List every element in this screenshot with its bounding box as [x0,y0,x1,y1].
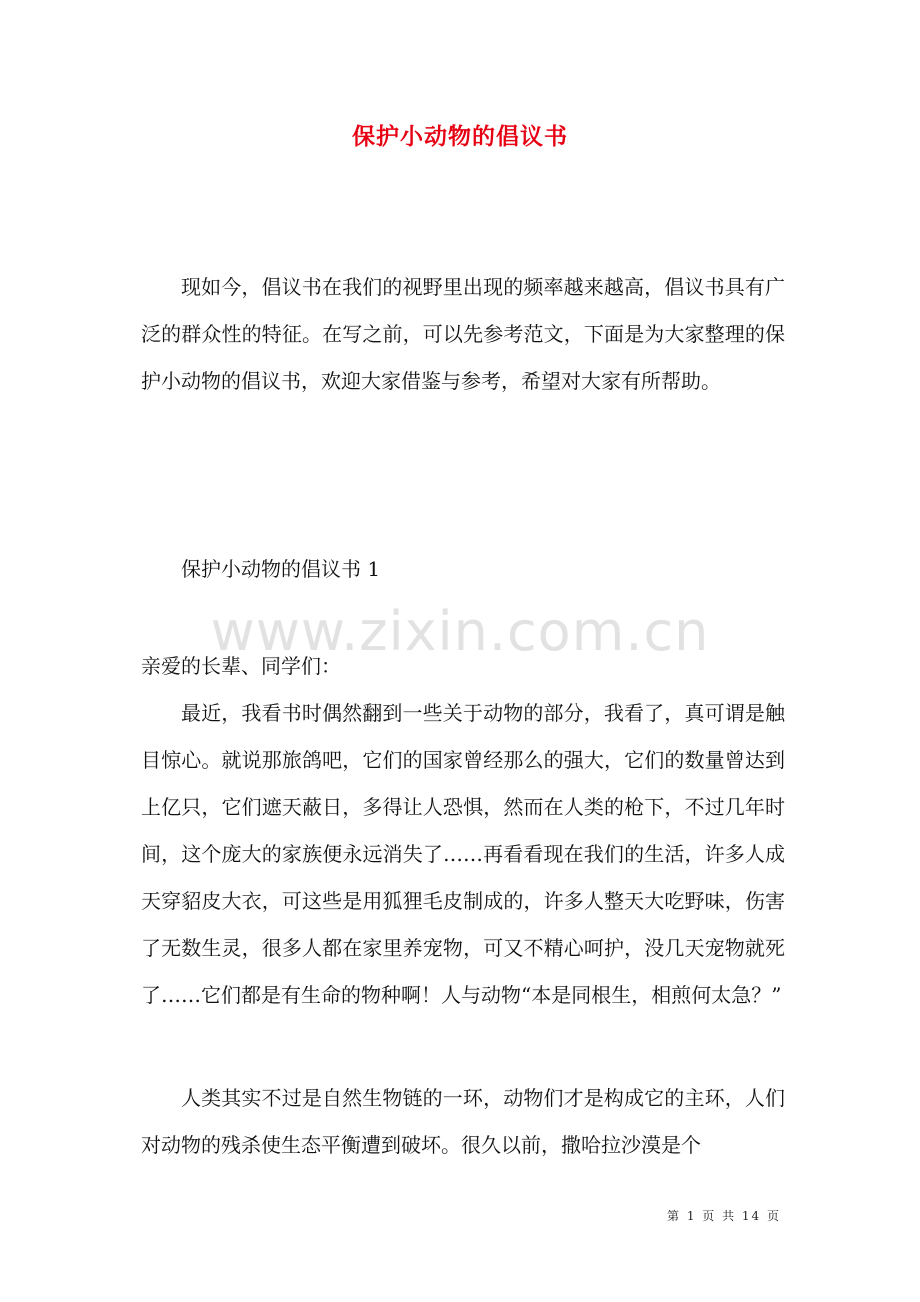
document-title: 保护小动物的倡议书 [352,123,568,150]
body-paragraph-2 [141,1075,785,1169]
section-heading-block [141,546,785,593]
paragraph-2-text: 人类其实不过是自然生物链的一环，动物们才是构成它的主环，人们对动物的残杀使生态平衡遭到破坏。很久以前，撒哈拉沙漠是个 [141,1086,785,1157]
page-number-footer: 第 1 页 共 14 页 [667,1209,781,1223]
intro-paragraph [141,264,785,405]
salutation-block [141,643,785,690]
body-paragraph-1 [141,690,785,1019]
section-heading: 保护小动物的倡议书 1 [181,557,381,581]
site-watermark: www.zixin.com.cn [210,600,710,663]
intro-text: 现如今，倡议书在我们的视野里出现的频率越来越高，倡议书具有广泛的群众性的特征。在写之前，可以先参考范文，下面是为大家整理的保护小动物的倡议书，欢迎大家借鉴与参考，希望对大家有所帮助。 [141,275,785,393]
paragraph-1-text: 最近，我看书时偶然翻到一些关于动物的部分，我看了，真可谓是触目惊心。就说那旅鸽吧，它们的国家曾经那么的强大，它们的数量曾达到上亿只，它们遮天蔽日，多得让人恐惧，然而在人类的枪下，不过几年时间，这个庞大的家族便永远消失了……再看看现在我们的生活，许多人成天穿貂皮大衣，可这些是用狐狸毛皮制成的，许多人整天大吃野味，伤害了无数生灵，很多人都在家里养宠物，可又不精心呵护，没几天宠物就死了……它们都是有生命的物种啊！人与动物“本是同根生，相煎何太急？” [141,701,785,1007]
salutation: 亲爱的长辈、同学们： [141,654,341,678]
